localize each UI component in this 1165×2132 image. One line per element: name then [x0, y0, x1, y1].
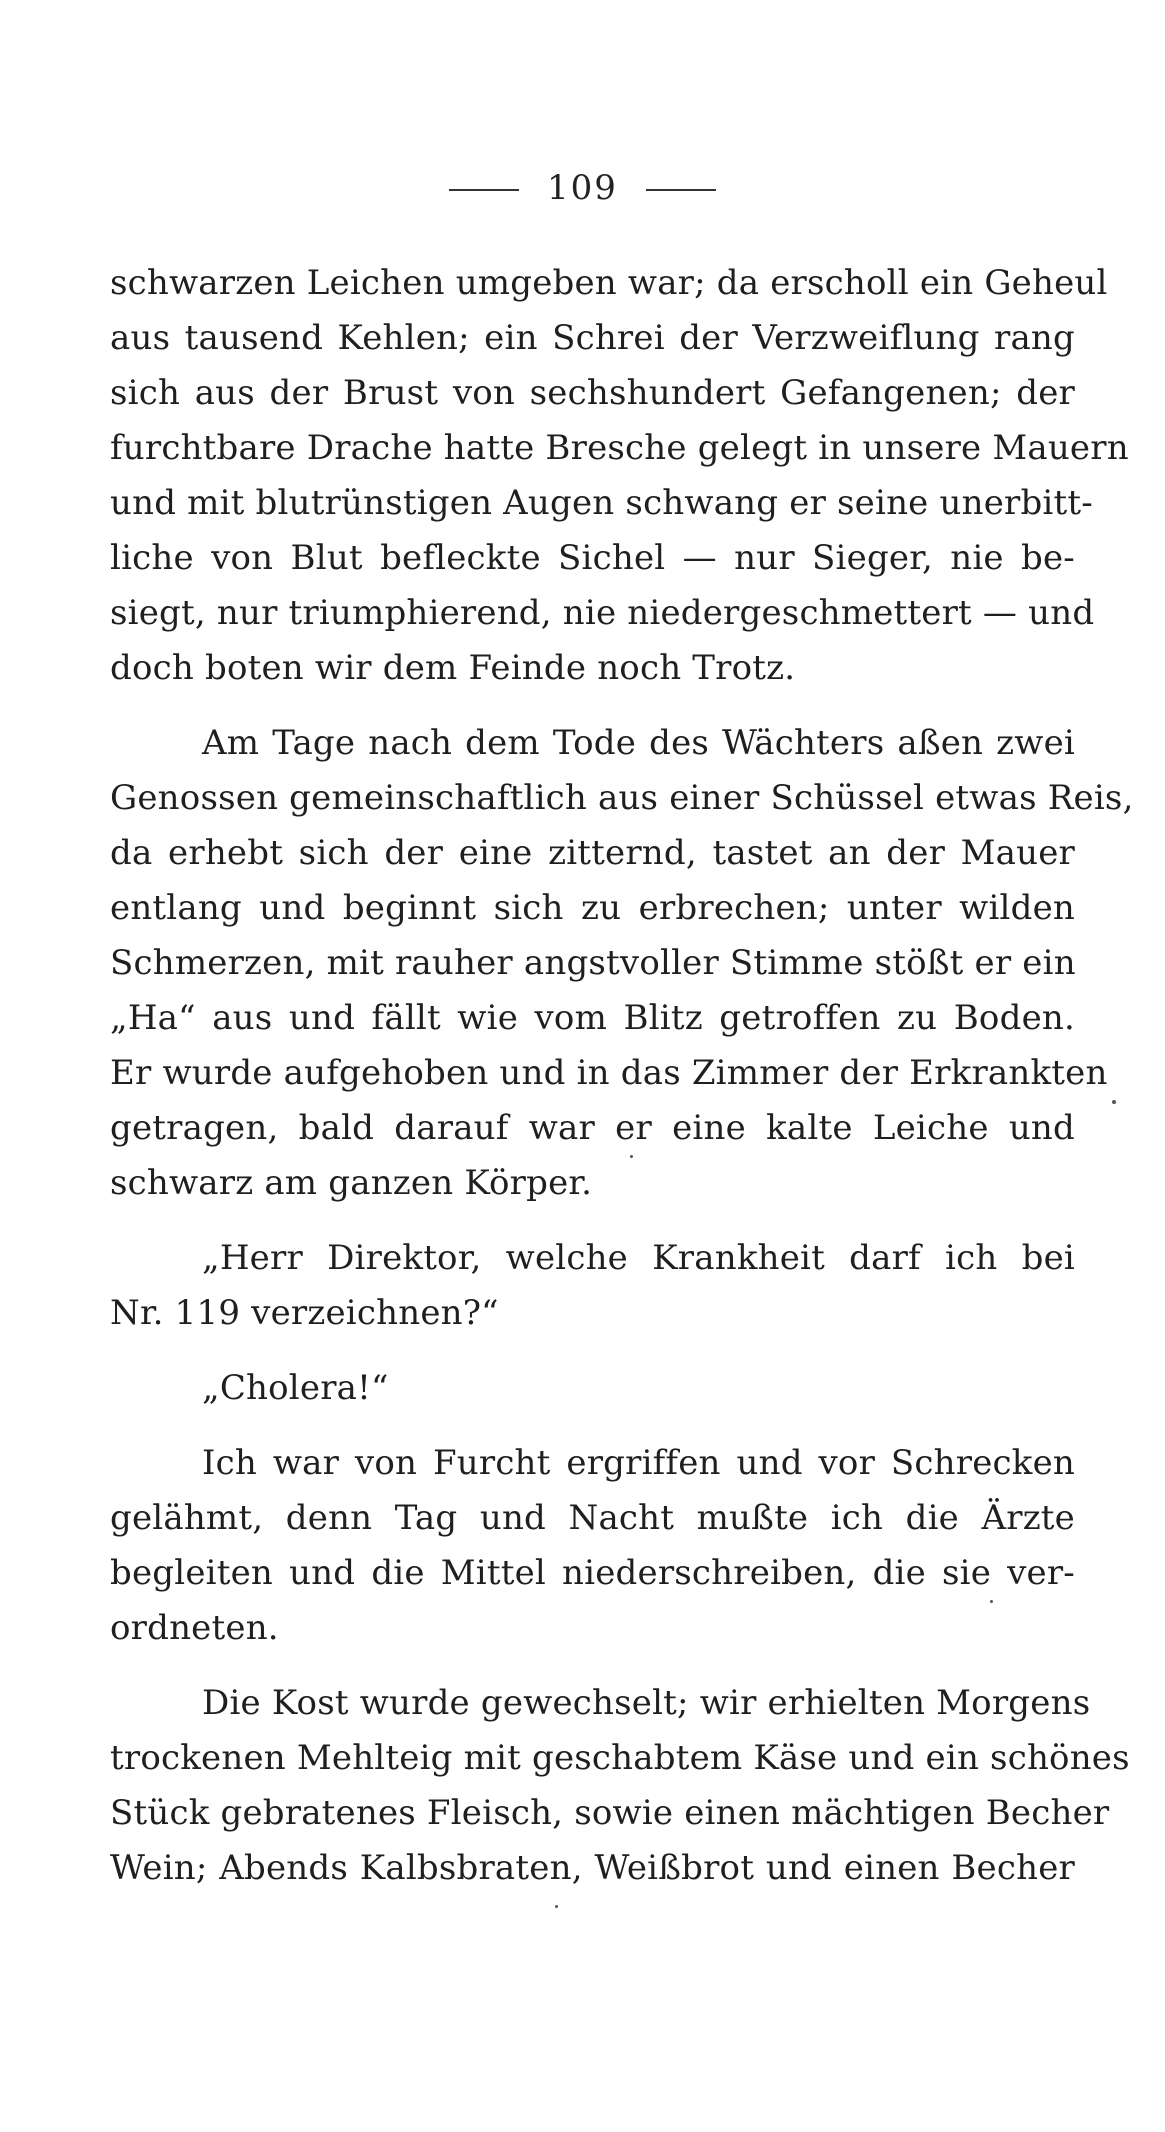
- text-line: Nr. 119 verzeichnen?“: [110, 1293, 499, 1333]
- text-line: liche von Blut befleckte Sichel — nur Sieger, nie be-: [110, 538, 1075, 578]
- text-line: Er wurde aufgehoben und in das Zimmer der Erkrankten: [110, 1053, 1108, 1093]
- text-line: furchtbare Drache hatte Bresche gelegt in unsere Mauern: [110, 428, 1129, 468]
- page-header: [0, 168, 1165, 208]
- text-line: Ich war von Furcht ergriffen und vor Schrecken: [202, 1443, 1075, 1483]
- paper-speck: [630, 1155, 633, 1158]
- text-line: Schmerzen, mit rauher angstvoller Stimme stößt er ein: [110, 943, 1076, 983]
- text-line: schwarz am ganzen Körper.: [110, 1163, 593, 1203]
- paragraph: [110, 256, 1129, 696]
- text-line: getragen, bald darauf war er eine kalte Leiche und: [110, 1108, 1075, 1148]
- text-line: aus tausend Kehlen; ein Schrei der Verzweiflung rang: [110, 318, 1075, 358]
- text-line: Genossen gemeinschaftlich aus einer Schüssel etwas Reis,: [110, 778, 1134, 818]
- paragraph: [110, 1436, 1075, 1656]
- text-line: doch boten wir dem Feinde noch Trotz.: [110, 648, 796, 688]
- text-line: entlang und beginnt sich zu erbrechen; unter wilden: [110, 888, 1075, 928]
- text-line: gelähmt, denn Tag und Nacht mußte ich die Ärzte: [110, 1498, 1075, 1538]
- text-line: schwarzen Leichen umgeben war; da erscholl ein Geheul: [110, 263, 1108, 303]
- paper-speck: [990, 1600, 993, 1603]
- text-line: Die Kost wurde gewechselt; wir erhielten Morgens: [202, 1683, 1091, 1723]
- text-line: ordneten.: [110, 1608, 279, 1648]
- text-line: siegt, nur triumphierend, nie niedergeschmettert — und: [110, 593, 1095, 633]
- page-number: 109: [547, 168, 618, 208]
- text-line: da erhebt sich der eine zitternd, tastet an der Mauer: [110, 833, 1075, 873]
- text-line: „Herr Direktor, welche Krankheit darf ich bei: [202, 1238, 1075, 1278]
- body-text: [110, 256, 1134, 1896]
- paragraph: [110, 1231, 1075, 1341]
- text-line: „Cholera!“: [202, 1368, 389, 1408]
- text-line: und mit blutrünstigen Augen schwang er seine unerbitt-: [110, 483, 1093, 523]
- paragraph: [110, 716, 1134, 1211]
- text-line: Wein; Abends Kalbsbraten, Weißbrot und einen Becher: [110, 1848, 1075, 1888]
- paper-speck: [1112, 1100, 1116, 1104]
- text-line: trockenen Mehlteig mit geschabtem Käse und ein schönes: [110, 1738, 1130, 1778]
- paragraph: [110, 1361, 1075, 1416]
- text-line: „Ha“ aus und fällt wie vom Blitz getroffen zu Boden.: [110, 998, 1075, 1038]
- text-line: Am Tage nach dem Tode des Wächters aßen zwei: [202, 723, 1075, 763]
- text-line: sich aus der Brust von sechshundert Gefangenen; der: [110, 373, 1075, 413]
- text-line: Stück gebratenes Fleisch, sowie einen mächtigen Becher: [110, 1793, 1110, 1833]
- header-dash-right: [646, 189, 716, 191]
- header-dash-left: [449, 189, 519, 191]
- paragraph: [110, 1676, 1130, 1896]
- text-line: begleiten und die Mittel niederschreiben, die sie ver-: [110, 1553, 1075, 1593]
- paper-speck: [555, 1905, 558, 1908]
